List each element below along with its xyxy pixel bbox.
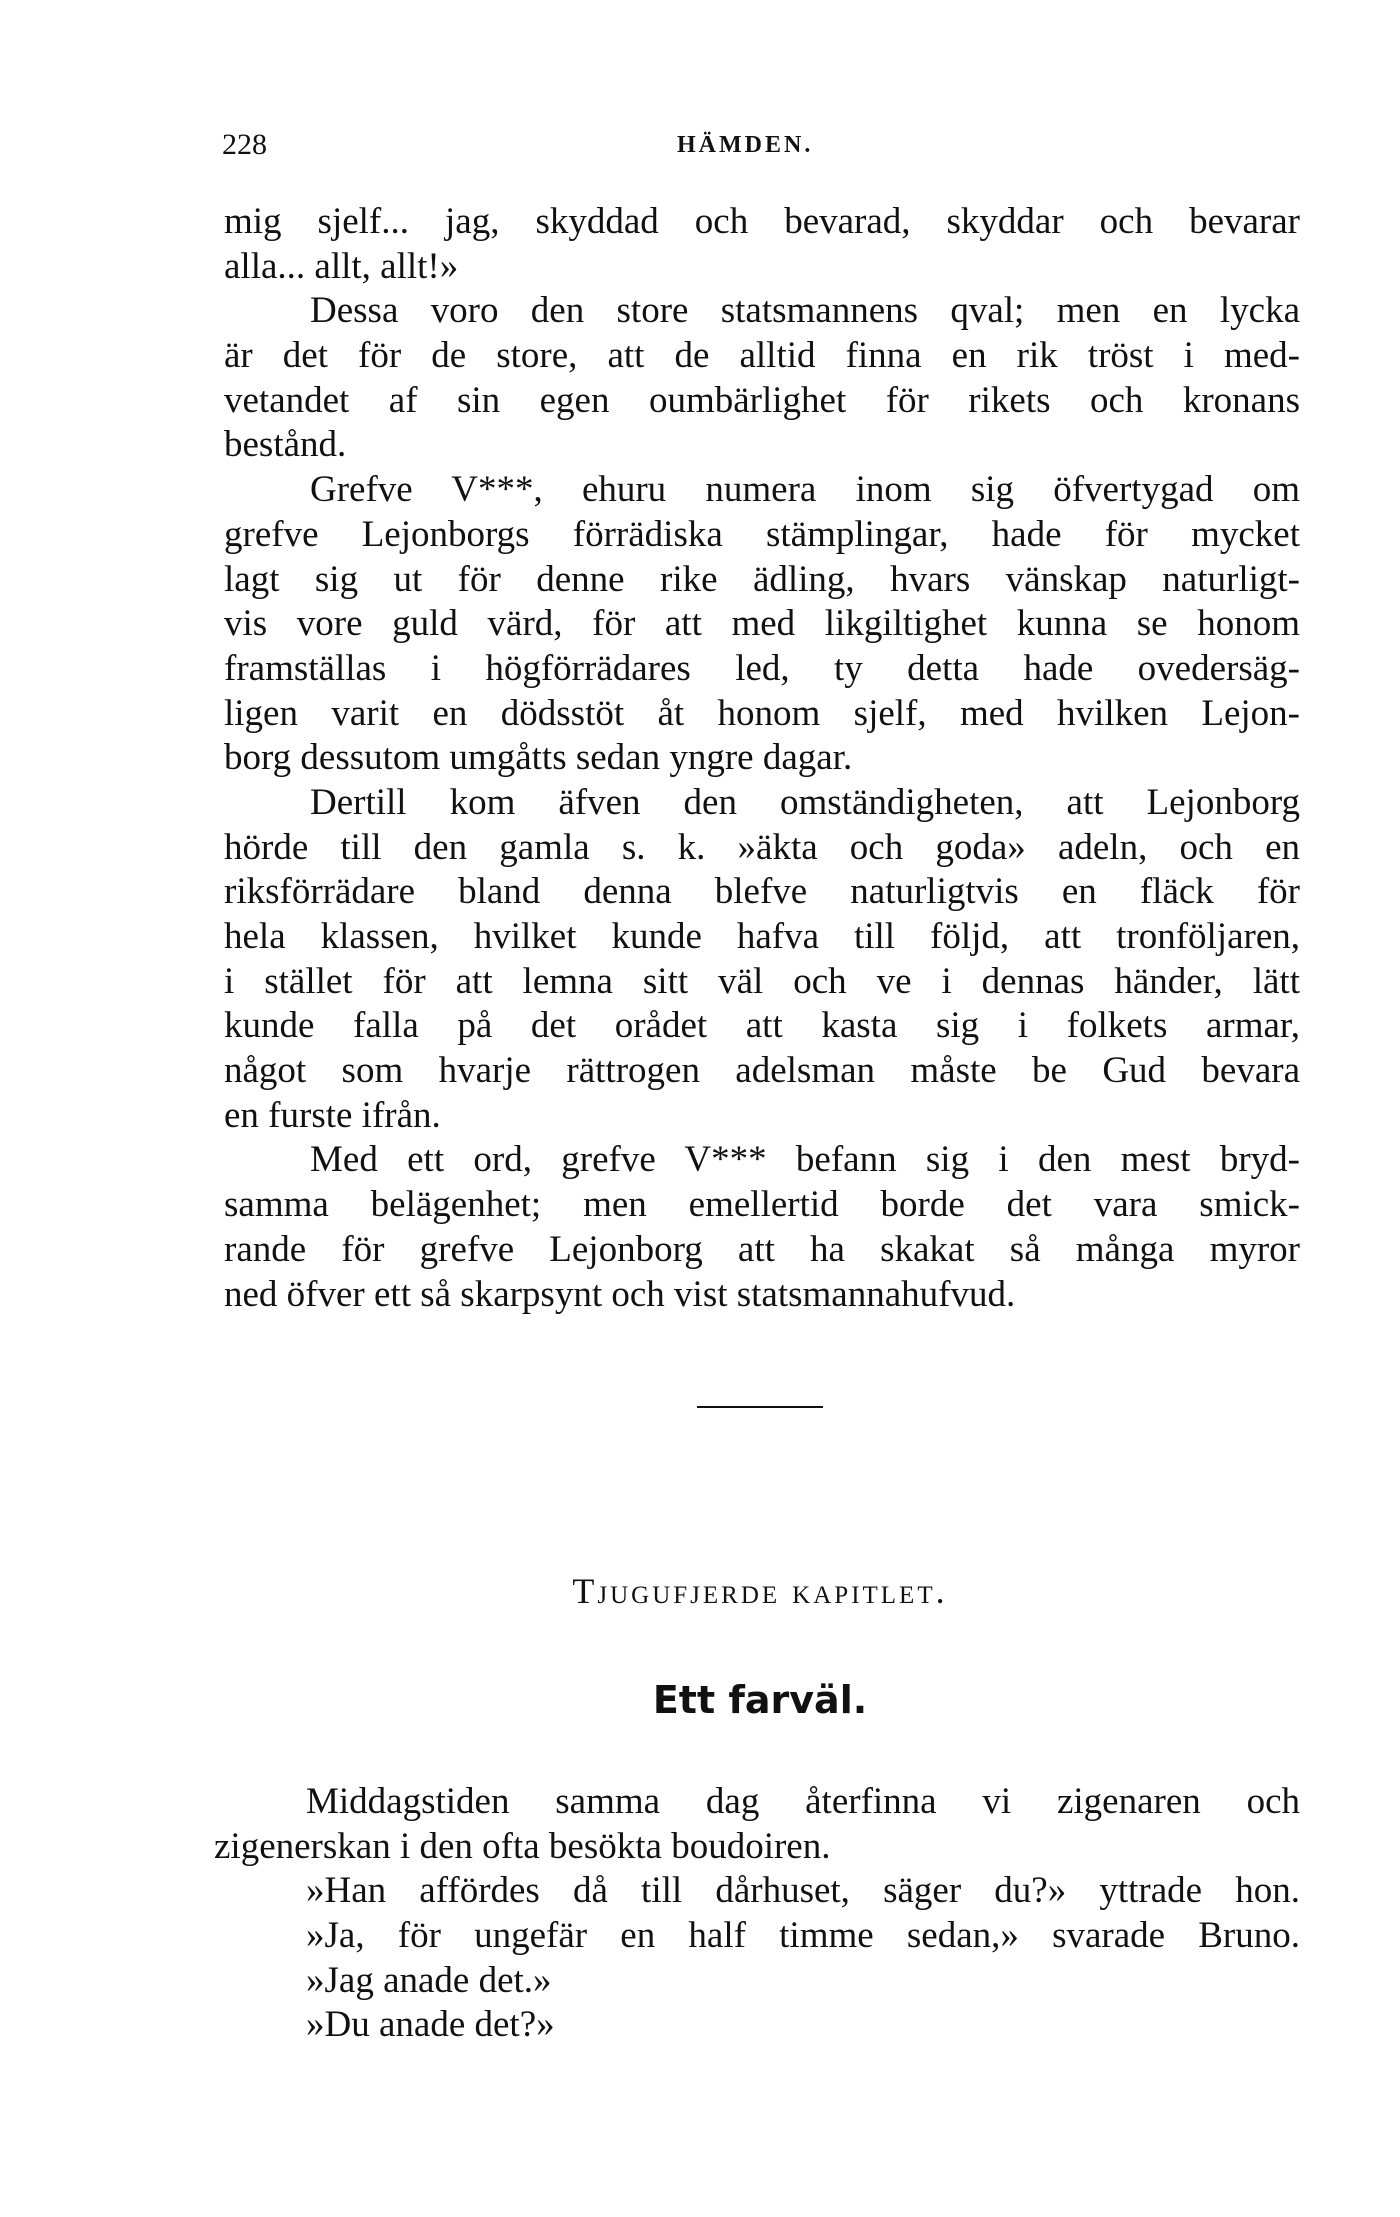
- text-line: samma belägenhet; men emellertid borde det vara smick-: [224, 1184, 1300, 1226]
- section-divider: [697, 1406, 823, 1408]
- text-line: något som hvarje rättrogen adelsman måste be Gud bevara: [224, 1050, 1300, 1092]
- text-line: är det för de store, att de alltid finna en rik tröst i med-: [224, 335, 1300, 377]
- text-line: Dertill kom äfven den omständigheten, att Lejonborg: [310, 781, 1300, 823]
- text-line: »Jag anade det.»: [306, 1959, 552, 2001]
- text-line: ligen varit en dödsstöt åt honom sjelf, med hvilken Lejon-: [224, 692, 1300, 734]
- text-line: en furste ifrån.: [224, 1094, 441, 1136]
- text-line: zigenerskan i den ofta besökta boudoiren.: [214, 1825, 831, 1867]
- text-line: hörde till den gamla s. k. »äkta och goda» adeln, och en: [224, 826, 1300, 868]
- text-line: ned öfver ett så skarpsynt och vist statsmannahufvud.: [224, 1273, 1016, 1315]
- text-line: »Ja, för ungefär en half timme sedan,» svarade Bruno.: [306, 1915, 1300, 1957]
- text-line: i stället för att lemna sitt väl och ve i dennas händer, lätt: [224, 960, 1300, 1002]
- chapter-text: [214, 1780, 1300, 2048]
- text-line: Dessa voro den store statsmannens qval; men en lycka: [310, 290, 1300, 332]
- running-header: [222, 128, 1300, 168]
- text-line: Med ett ord, grefve V*** befann sig i den mest bryd-: [310, 1139, 1300, 1181]
- text-line: framställas i högförrädares led, ty detta hade ovedersäg-: [224, 647, 1300, 689]
- text-line: »Du anade det?»: [306, 2004, 555, 2046]
- text-line: »Han affördes då till dårhuset, säger du?» yttrade hon.: [306, 1870, 1300, 1912]
- chapter-title: Ett farväl.: [652, 1678, 868, 1722]
- text-line: grefve Lejonborgs förrädiska stämplingar, hade för mycket: [224, 513, 1300, 555]
- chapter-heading: Tjugufjerde kapitlet.: [572, 1571, 948, 1611]
- text-line: alla... allt, allt!»: [224, 245, 459, 287]
- text-line: hela klassen, hvilket kunde hafva till följd, att tronföljaren,: [224, 916, 1300, 957]
- body-text: [224, 200, 1300, 1317]
- text-line: lagt sig ut för denne rike ädling, hvars vänskap naturligt-: [224, 558, 1300, 600]
- text-line: Grefve V***, ehuru numera inom sig öfvertygad om: [310, 469, 1300, 511]
- text-line: kunde falla på det orådet att kasta sig i folkets armar,: [224, 1005, 1300, 1047]
- text-line: bestånd.: [224, 424, 347, 466]
- text-line: Middagstiden samma dag återfinna vi zigenaren och: [306, 1781, 1300, 1822]
- text-line: rande för grefve Lejonborg att ha skakat så många myror: [224, 1228, 1300, 1270]
- running-title: HÄMDEN.: [677, 132, 814, 158]
- text-line: mig sjelf... jag, skyddad och bevarad, skyddar och bevarar: [224, 201, 1300, 242]
- text-line: riksförrädare bland denna blefve naturligtvis en fläck för: [224, 871, 1300, 913]
- text-line: vetandet af sin egen oumbärlighet för rikets och kronans: [224, 379, 1300, 421]
- text-line: borg dessutom umgåtts sedan yngre dagar.: [224, 737, 853, 779]
- text-line: vis vore guld värd, för att med likgiltighet kunna se honom: [224, 603, 1300, 645]
- page-number: 228: [222, 128, 267, 161]
